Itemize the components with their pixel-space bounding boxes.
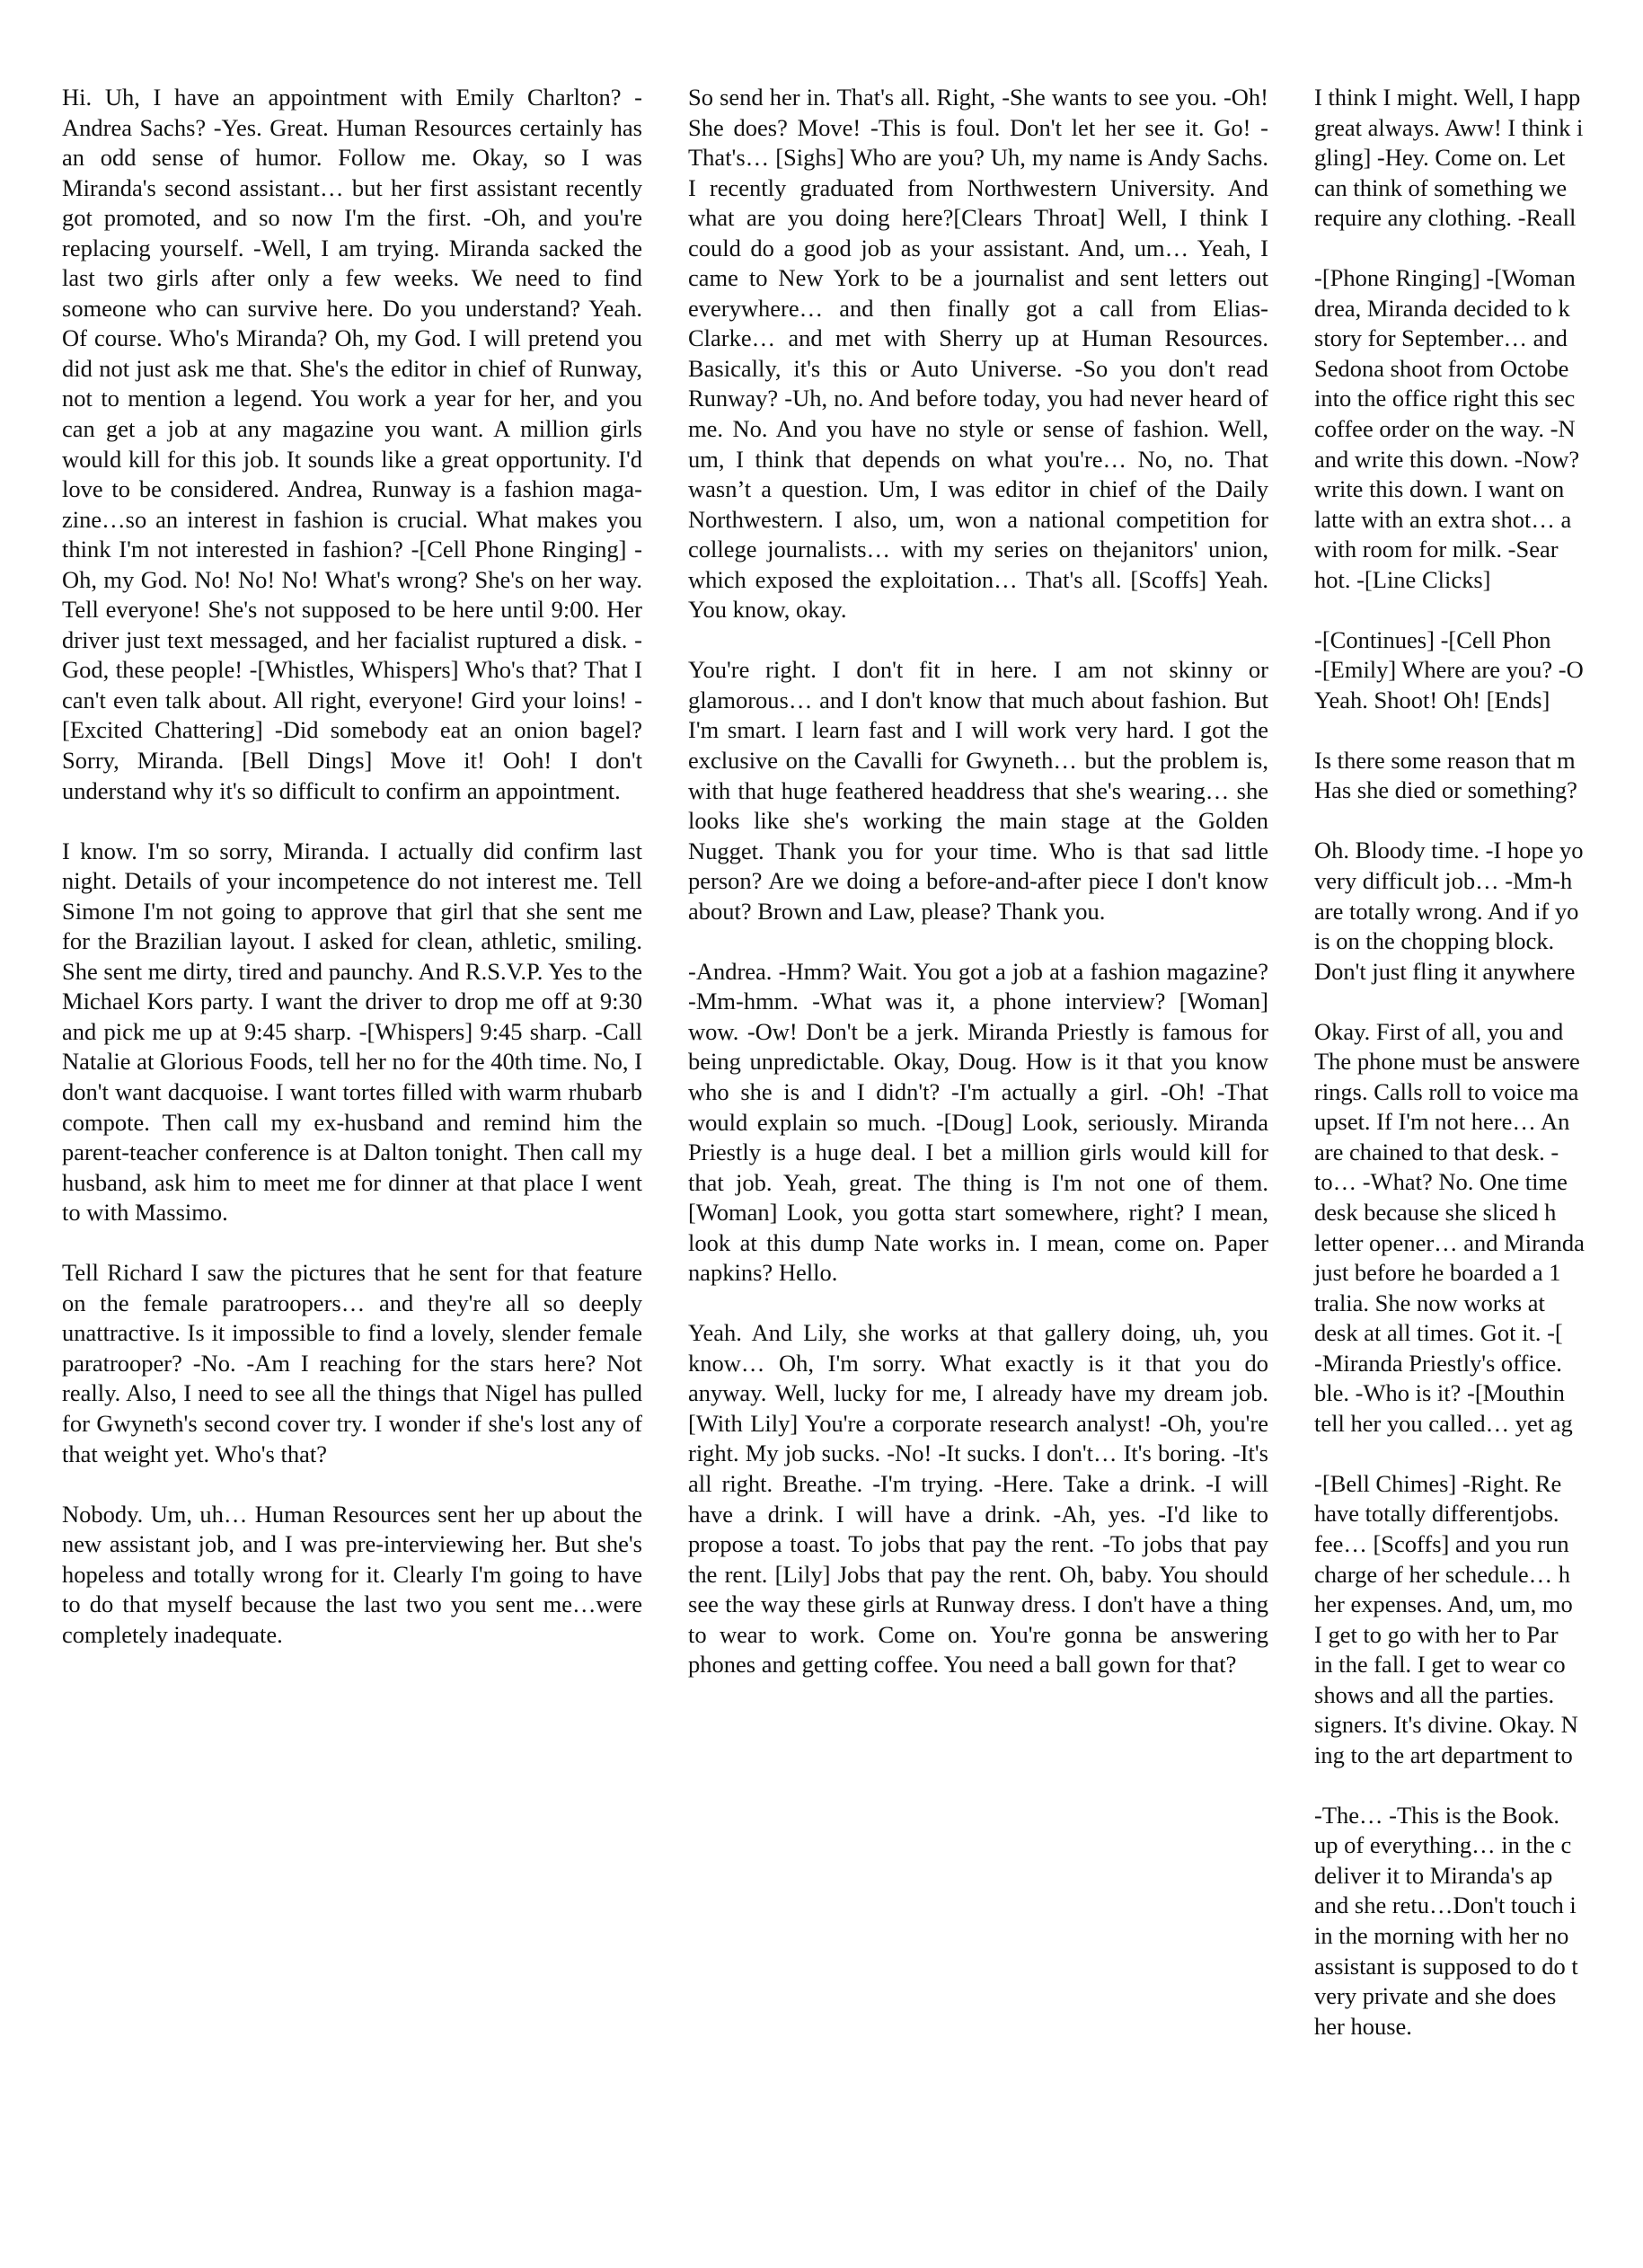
text-column-2: [688, 83, 1268, 1680]
paragraph: Oh. Bloody time. -I hope yo very difficult job… -Mm-h are totally wrong. And if yo is on the chopping block. Don't just fling it anywhere: [1314, 837, 1584, 985]
paragraph: Tell Richard I saw the pictures that he sent for that feature on the female paratroopers… and they're all so deeply unattractive. Is it impossible to find a lovely, slender female paratrooper? -No. -Am I reaching for the stars here? Not really. Also, I need to see all the things that Nigel has pulled for Gwyneth's second cover try. I wonder if she's lost any of that weight yet. Who's that?: [62, 1259, 642, 1467]
text-column-1: [62, 83, 642, 1650]
paragraph: I think I might. Well, I happ great always. Aww! I think i gling] -Hey. Come on. Let can think of something we require any clothing. -Reall: [1314, 84, 1584, 232]
paragraph: Okay. First of all, you and The phone must be answere rings. Calls roll to voice ma upset. If I'm not here… An are chained to that desk. - to… -What? No. One time desk because she sliced h letter opener… and Miranda just before he boarded a 1 tralia. She now works at desk at all times. Got it. -[ -Miranda Priestly's office. ble. -Who is it? -[Mouthin tell her you called… yet ag: [1314, 1017, 1585, 1437]
paragraph: Is there some reason that m Has she died or something?: [1314, 746, 1577, 804]
paragraph: -[Phone Ringing] -[Woman drea, Miranda decided to k story for September… and Sedona shoot from Octobe into the office right this sec coffee order on the way. -N and write this down. -Now? write this down. I want on latte with an extra shot… a with room for milk. -Sear hot. -[Line Clicks]: [1314, 264, 1580, 593]
paragraph: Yeah. And Lily, she works at that gallery doing, uh, you know… Oh, I'm sorry. What exactly is it that you do anyway. Well, lucky for me, I already have my dream job. [With Lily] You're a corporate research analyst! -Oh, you're right. My job sucks. -No! -It sucks. I don't… It's boring. -It's all right. Breathe. -I'm trying. -Here. Take a drink. -I will have a drink. I will have a drink. -Ah, yes. -I'd like to propose a toast. To jobs that pay the rent. -To jobs that pay the rent. [Lily] Jobs that pay the rent. Oh, baby. You should see the way these girls at Runway dress. I don't have a thing to wear to work. Come on. You're gonna be answering phones and getting coffee. You need a ball gown for that?: [688, 1319, 1268, 1679]
paragraph: Nobody. Um, uh… Human Resources sent her up about the new assistant job, and I was pre-interviewing her. But she's hopeless and totally wrong for it. Clearly I'm going to have to do that myself because the last two you sent me…were completely inadequate.: [62, 1500, 642, 1648]
paragraph: -The… -This is the Book. up of everything… in the c deliver it to Miranda's ap and she retu…Don't touch i in the morning with her no assistant is supposed to do t very private and she does her house.: [1314, 1801, 1578, 2040]
paragraph: You're right. I don't fit in here. I am not skinny or glamorous… and I don't know that much about fashion. But I'm smart. I learn fast and I will work very hard. I got the exclusive on the Cavalli for Gwyneth… but the problem is, with that huge feathered headdress that she's wearing… she looks like she's working the main stage at the Golden Nugget. Thank you for your time. Who is that sad little person? Are we doing a before-and-after piece I don't know about? Brown and Law, please? Thank you.: [688, 656, 1268, 925]
paragraph: So send her in. That's all. Right, -She wants to see you. -Oh! She does? Move! -This is foul. Don't let her see it. Go! -That's… [Sighs] Who are you? Uh, my name is Andy Sachs. I recently graduated from Northwestern University. And what are you doing here?[Clears Throat] Well, I think I could do a good job as your assistant. And, um… Yeah, I came to New York to be a journalist and sent letters out everywhere… and then finally got a call from Elias-Clarke… and met with Sherry up at Human Resources. Basically, it's this or Auto Universe. -So you don't read Runway? -Uh, no. And before today, you had never heard of me. No. And you have no style or sense of fashion. Well, um, I think that depends on what you're… No, no. That wasn’t a question. Um, I was editor in chief of the Daily Northwestern. I also, um, won a national competition for college journalists… with my series on thejanitors' union, which exposed the exploitation… That's all. [Scoffs] Yeah. You know, okay.: [688, 84, 1268, 624]
paragraph: -Andrea. -Hmm? Wait. You got a job at a fashion magazine? -Mm-hmm. -What was it, a phone interview? [Woman] wow. -Ow! Don't be a jerk. Miranda Priestly is famous for being unpredictable. Okay, Doug. How is it that you know who she is and I didn't? -I'm actually a girl. -Oh! -That would explain so much. -[Doug] Look, seriously. Miranda Priestly is a huge deal. I bet a million girls would kill for that job. Yeah, great. The thing is I'm not one of them. [Woman] Look, you gotta start somewhere, right? I mean, look at this dump Nate works in. I mean, come on. Paper napkins? Hello.: [688, 957, 1268, 1287]
text-column-3-cropped: [1314, 83, 1643, 2042]
paragraph: Hi. Uh, I have an appointment with Emily Charlton? -Andrea Sachs? -Yes. Great. Human Resources certainly has an odd sense of humor. Follow me. Okay, so I was Miranda's second assistant… but her first assistant recently got promoted, and so now I'm the first. -Oh, and you're replacing yourself. -Well, I am trying. Miranda sacked the last two girls after only a few weeks. We need to find someone who can survive here. Do you understand? Yeah. Of course. Who's Miranda? Oh, my God. I will pretend you did not just ask me that. She's the editor in chief of Runway, not to mention a legend. You work a year for her, and you can get a job at any magazine you want. A million girls would kill for this job. It sounds like a great opportunity. I'd love to be considered. Andrea, Runway is a fashion magazine…so an interest in fashion is crucial. What makes you think I'm not interested in fashion? -[Cell Phone Ringing] -Oh, my God. No! No! No! What's wrong? She's on her way. Tell everyone! She's not supposed to be here until 9:00. Her driver just text messaged, and her facialist ruptured a disk. -God, these people! -[Whistles, Whispers] Who's that? That I can't even talk about. All right, everyone! Gird your loins! -[Excited Chattering] -Did somebody eat an onion bagel? Sorry, Miranda. [Bell Dings] Move it! Ooh! I don't understand why it's so difficult to confirm an appointment.: [62, 84, 642, 804]
paragraph: I know. I'm so sorry, Miranda. I actually did confirm last night. Details of your incompetence do not interest me. Tell Simone I'm not going to approve that girl that she sent me for the Brazilian layout. I asked for clean, athletic, smiling. She sent me dirty, tired and paunchy. And R.S.V.P. Yes to the Michael Kors party. I want the driver to drop me off at 9:30 and pick me up at 9:45 sharp. -[Whispers] 9:45 sharp. -Call Natalie at Glorious Foods, tell her no for the 40th time. No, I don't want dacquoise. I want tortes filled with warm rhubarb compote. Then call my ex-husband and remind him the parent-teacher conference is at Dalton tonight. Then call my husband, ask him to meet me for dinner at that place I went to with Massimo.: [62, 837, 642, 1227]
paragraph: -[Continues] -[Cell Phon -[Emily] Where are you? -O Yeah. Shoot! Oh! [Ends]: [1314, 625, 1584, 713]
paragraph: -[Bell Chimes] -Right. Re have totally differentjobs. fee… [Scoffs] and you run charge of her schedule… h her expenses. And, um, mo I get to go with her to Par in the fall. I get to wear co shows and all the parties. signers. It's divine. Okay. N ing to the art department to: [1314, 1469, 1578, 1768]
